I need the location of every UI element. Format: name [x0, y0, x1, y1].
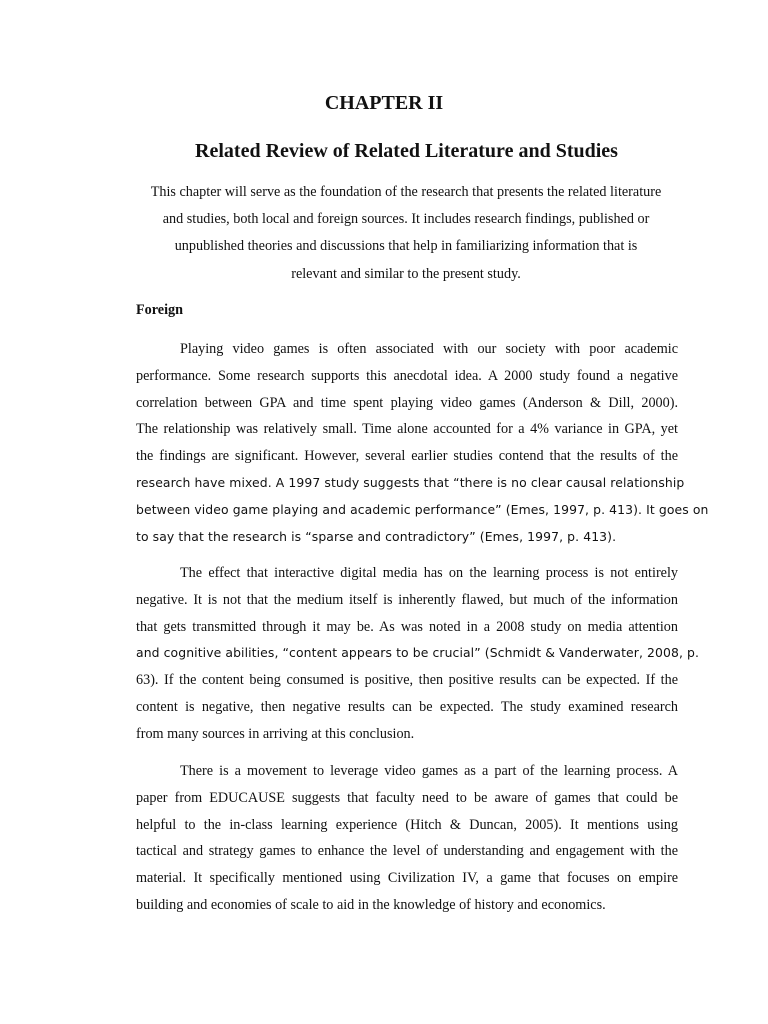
chapter-title: CHAPTER II — [324, 92, 444, 114]
paragraph-line: research have mixed. A 1997 study suggests that “there is no clear causal relationship — [136, 474, 685, 490]
paragraph-line: The effect that interactive digital media has on the learning process is not entirely — [180, 565, 678, 581]
intro-line: unpublished theories and discussions that help in familiarizing information that is — [174, 238, 638, 255]
paragraph-line: between video game playing and academic performance” (Emes, 1997, p. 413). It goes on — [136, 501, 709, 517]
paragraph-line: Playing video games is often associated with our society with poor academic — [180, 341, 678, 357]
section-title: Related Review of Related Literature and Studies — [195, 140, 618, 162]
paragraph-3 — [136, 758, 678, 919]
paragraph-line: to say that the research is “sparse and contradictory” (Emes, 1997, p. 413). — [136, 528, 617, 544]
intro-paragraph — [130, 179, 682, 288]
paragraph-line: negative. It is not that the medium itself is inherently flawed, but much of the information — [136, 591, 678, 608]
paragraph-2 — [136, 560, 700, 748]
paragraph-line: tactical and strategy games to enhance the level of understanding and engagement with the — [136, 843, 678, 860]
paragraph-line: the findings are significant. However, several earlier studies contend that the results of the — [136, 448, 678, 465]
intro-line: and studies, both local and foreign sources. It includes research findings, published or — [162, 211, 650, 228]
paragraph-line: material. It specifically mentioned using Civilization IV, a game that focuses on empire — [136, 870, 678, 887]
subheading-foreign: Foreign — [136, 302, 184, 318]
paragraph-line: building and economies of scale to aid in the knowledge of history and economics. — [136, 896, 606, 913]
paragraph-line: performance. Some research supports this anecdotal idea. A 2000 study found a negative — [136, 367, 678, 384]
paragraph-line: There is a movement to leverage video games as a part of the learning process. A — [180, 763, 678, 779]
intro-line: relevant and similar to the present study. — [291, 265, 521, 282]
paragraph-1 — [136, 336, 709, 550]
paragraph-line: The relationship was relatively small. Time alone accounted for a 4% variance in GPA, yet — [136, 421, 678, 438]
paragraph-line: content is negative, then negative results can be expected. The study examined research — [136, 698, 678, 715]
paragraph-line: 63). If the content being consumed is positive, then positive results can be expected. If the — [136, 672, 678, 689]
paragraph-line: from many sources in arriving at this conclusion. — [136, 725, 415, 742]
paragraph-line: that gets transmitted through it may be. As was noted in a 2008 study on media attention — [136, 618, 678, 635]
paragraph-line: and cognitive abilities, “content appears to be crucial” (Schmidt & Vanderwater, 2008, p. — [136, 645, 700, 661]
paragraph-line: helpful to the in-class learning experience (Hitch & Duncan, 2005). It mentions using — [136, 816, 678, 833]
paragraph-line: paper from EDUCAUSE suggests that faculty need to be aware of games that could be — [136, 789, 678, 806]
intro-line: This chapter will serve as the foundation of the research that presents the related literature — [150, 184, 662, 200]
paragraph-line: correlation between GPA and time spent playing video games (Anderson & Dill, 2000). — [136, 394, 678, 411]
